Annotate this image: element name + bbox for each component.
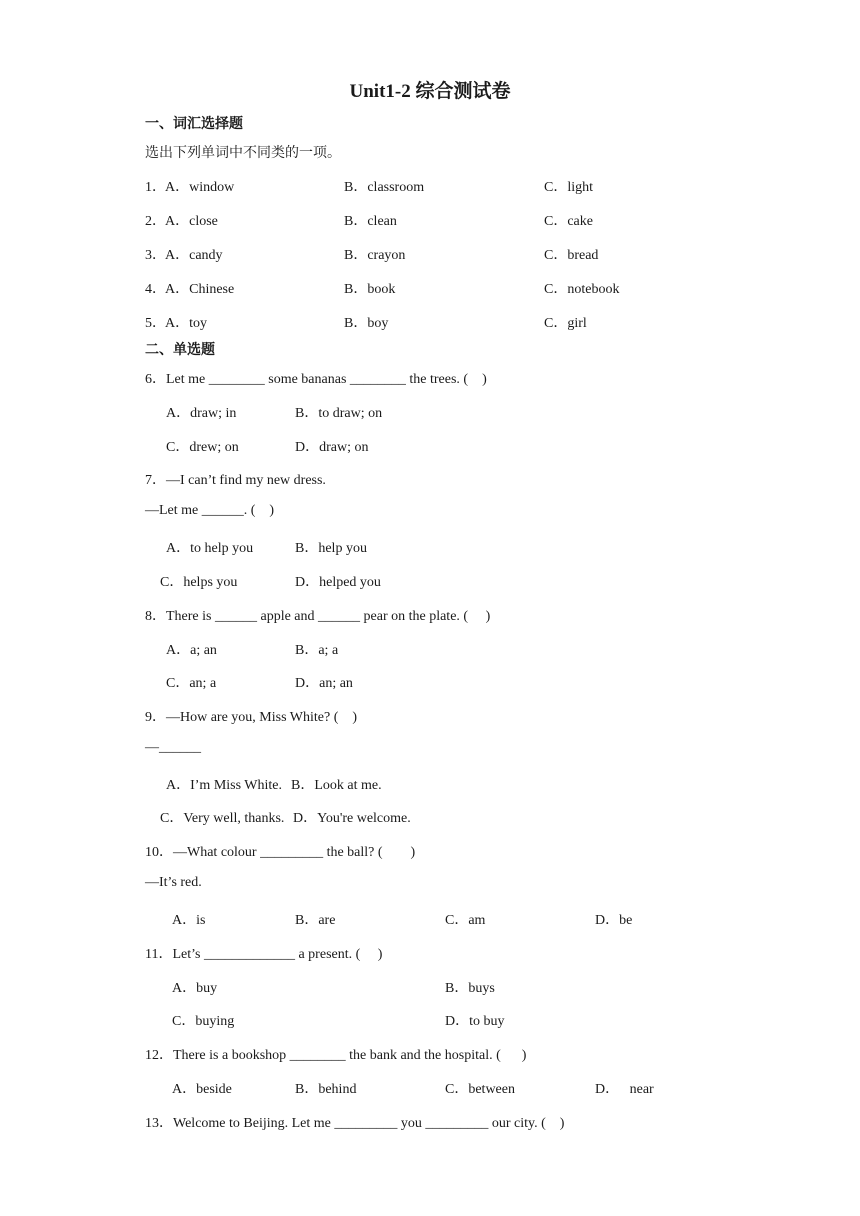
option-b: B．are <box>295 913 336 928</box>
option-c: C．am <box>445 913 486 928</box>
option-c: C．helps you <box>160 575 238 590</box>
option-b: B．Look at me. <box>291 778 382 793</box>
question-stem-reply: —It’s red. <box>145 875 202 890</box>
question-number: 3． <box>145 248 166 263</box>
option-c: C．notebook <box>544 282 620 297</box>
option-c: C．cake <box>544 214 593 229</box>
option-a: A．I’m Miss White. <box>166 778 283 793</box>
option-d: D．to buy <box>445 1014 505 1029</box>
option-c: C．Very well, thanks. <box>160 811 285 826</box>
question-stem: 11．Let’s _____________ a present. ( ) <box>145 947 383 962</box>
option-d: D．draw; on <box>295 440 369 455</box>
section-heading-vocabulary: 一、词汇选择题 <box>145 117 243 132</box>
option-a: A．toy <box>165 316 207 331</box>
option-d: D．helped you <box>295 575 381 590</box>
option-b: B．classroom <box>344 180 425 195</box>
option-c: C．drew; on <box>166 440 239 455</box>
option-b: B．help you <box>295 541 367 556</box>
option-d: D． near <box>595 1082 654 1097</box>
option-a: A．a; an <box>166 643 217 658</box>
page-title: Unit1-2 综合测试卷 <box>349 81 511 102</box>
question-number: 5． <box>145 316 166 331</box>
option-d: D．be <box>595 913 633 928</box>
option-d: D．an; an <box>295 676 353 691</box>
option-a: A．close <box>165 214 218 229</box>
option-a: A．buy <box>172 981 218 996</box>
option-a: A．beside <box>172 1082 232 1097</box>
option-b: B．behind <box>295 1082 357 1097</box>
question-stem: 7．—I can’t find my new dress. <box>145 473 326 488</box>
section-instruction: 选出下列单词中不同类的一项。 <box>145 146 341 161</box>
option-a: A．is <box>172 913 206 928</box>
option-c: C．girl <box>544 316 587 331</box>
option-a: A．Chinese <box>165 282 235 297</box>
question-stem: 10．—What colour _________ the ball? ( ) <box>145 845 416 860</box>
option-c: C．light <box>544 180 594 195</box>
option-b: B．boy <box>344 316 389 331</box>
question-number: 4． <box>145 282 166 297</box>
option-a: A．to help you <box>166 541 254 556</box>
option-b: B．to draw; on <box>295 406 383 421</box>
option-a: A．candy <box>165 248 223 263</box>
option-b: B．book <box>344 282 396 297</box>
option-c: C．buying <box>172 1014 235 1029</box>
option-b: B．buys <box>445 981 495 996</box>
question-stem: 9．—How are you, Miss White? ( ) <box>145 710 358 725</box>
option-b: B．clean <box>344 214 397 229</box>
question-stem-reply: —______ <box>145 740 201 755</box>
option-c: C．bread <box>544 248 599 263</box>
question-stem-reply: —Let me ______. ( ) <box>145 503 275 518</box>
option-a: A．window <box>165 180 235 195</box>
question-stem: 13．Welcome to Beijing. Let me _________ you _________ our city. ( ) <box>145 1116 565 1131</box>
question-stem: 8．There is ______ apple and ______ pear on the plate. ( ) <box>145 609 491 624</box>
option-c: C．between <box>445 1082 515 1097</box>
question-number: 1． <box>145 180 166 195</box>
question-stem: 12．There is a bookshop ________ the bank and the hospital. ( ) <box>145 1048 527 1063</box>
section-heading-single-choice: 二、单选题 <box>145 343 215 358</box>
option-b: B．a; a <box>295 643 339 658</box>
option-a: A．draw; in <box>166 406 237 421</box>
question-number: 2． <box>145 214 166 229</box>
option-c: C．an; a <box>166 676 217 691</box>
option-b: B．crayon <box>344 248 406 263</box>
option-d: D．You're welcome. <box>293 811 411 826</box>
question-stem: 6．Let me ________ some bananas ________ the trees. ( ) <box>145 372 487 387</box>
